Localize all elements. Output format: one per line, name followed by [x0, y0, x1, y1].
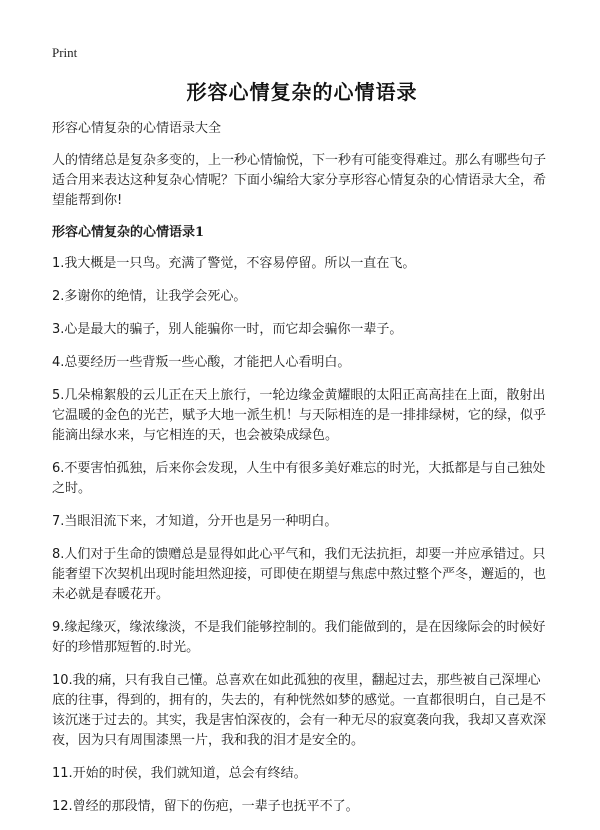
- quote-item: 9.缘起缘灭，缘浓缘淡，不是我们能够控制的。我们能做到的，是在因缘际会的时候好好的珍惜那短暂的.时光。: [52, 620, 546, 655]
- quote-item: 1.我大概是一只鸟。充满了警觉，不容易停留。所以一直在飞。: [52, 256, 416, 271]
- quote-item: 6.不要害怕孤独，后来你会发现，人生中有很多美好难忘的时光，大抵都是与自己独处之时。: [52, 461, 546, 496]
- quote-item: 8.人们对于生命的馈赠总是显得如此心平气和，我们无法抗拒，却要一并应承错过。只能奢望下次契机出现时能坦然迎接，可即使在期望与焦虑中熬过整个严冬，邂逅的，也未必就是春暖花开。: [52, 547, 547, 602]
- quote-item: 7.当眼泪流下来，才知道，分开也是另一种明白。: [52, 514, 338, 529]
- quote-item: 12.曾经的那段情，留下的伤疤，一辈子也抚平不了。: [52, 799, 359, 814]
- article-subtitle: 形容心情复杂的心情语录大全: [52, 121, 222, 136]
- print-link[interactable]: Print: [52, 45, 78, 60]
- quote-item: 4.总要经历一些背叛一些心酸，才能把人心看明白。: [52, 355, 351, 370]
- article-body: [52, 119, 552, 830]
- page-title: 形容心情复杂的心情语录: [186, 80, 418, 104]
- section-heading: 形容心情复杂的心情语录1: [52, 225, 205, 240]
- quote-item: 5.几朵棉絮般的云儿正在天上旅行，一轮边缘金黄耀眼的太阳正高高挂在上面，散射出它温暖的金色的光芒，赋予大地一派生机！与天际相连的是一排排绿树，它的绿，似乎能滴出绿水来，与它相连的天，也会被染成绿色。: [52, 388, 547, 443]
- intro-paragraph: 人的情绪总是复杂多变的，上一秒心情愉悦，下一秒有可能变得难过。那么有哪些句子适合用来表达这种复杂心情呢？下面小编给大家分享形容心情复杂的心情语录大全，希望能帮到你!: [52, 153, 547, 208]
- quote-item: 2.多谢你的绝情，让我学会死心。: [52, 289, 247, 304]
- quote-item: 11.开始的时侯，我们就知道，总会有终结。: [52, 766, 307, 781]
- quote-item: 10.我的痛，只有我自己懂。总喜欢在如此孤独的夜里，翻起过去，那些被自己深埋心底的往事，得到的，拥有的，失去的，有种恍然如梦的感觉。一直都很明白，自己是不该沉迷于过去的。其实，我是害怕深夜的，会有一种无尽的寂寞袭向我，我却又喜欢深夜，因为只有周围漆黑一片，我和我的泪才是安全的。: [52, 673, 547, 748]
- quote-item: 3.心是最大的骗子，别人能骗你一时，而它却会骗你一辈子。: [52, 322, 403, 337]
